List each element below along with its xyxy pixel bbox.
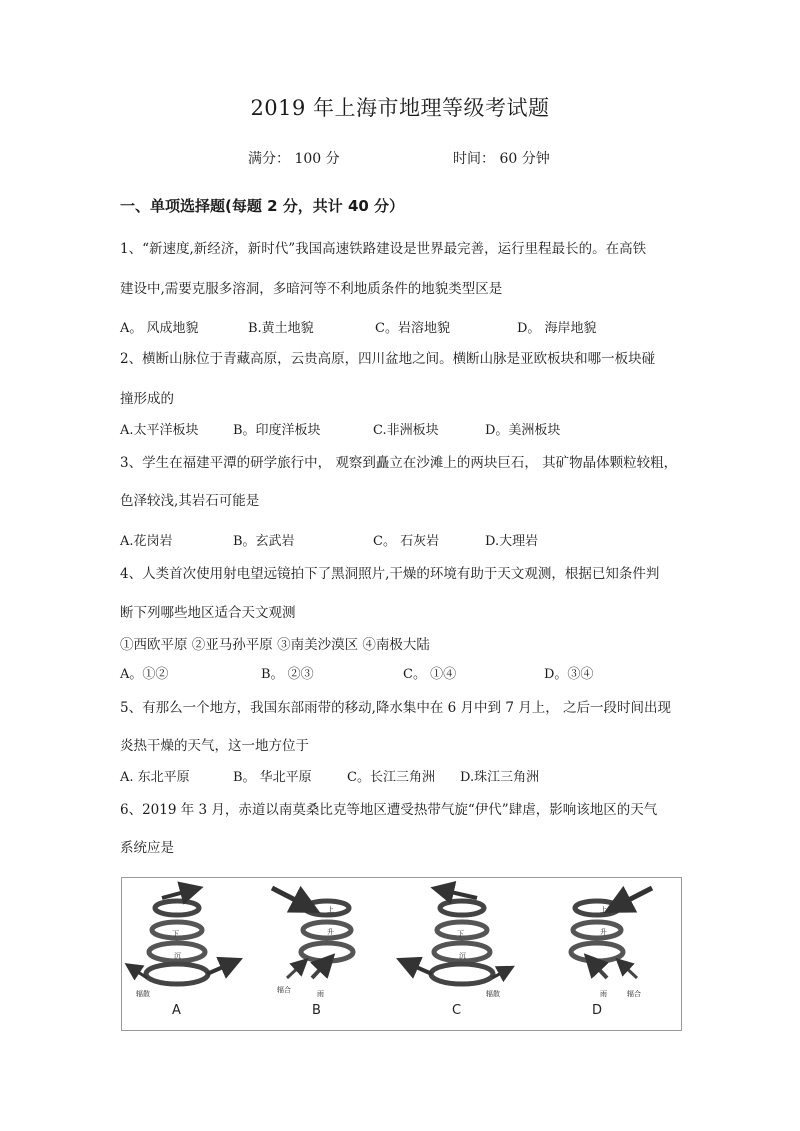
- q1-option-a: A。 风成地貌: [120, 321, 199, 336]
- q3-stem-line1: 3、学生在福建平潭的研学旅行中， 观察到矗立在沙滩上的两块巨石， 其矿物晶体颗粒较粗，: [120, 455, 678, 471]
- panel-c-low-label: 沉: [459, 952, 466, 960]
- q5-stem-line1: 5、有那么一个地方，我国东部雨带的移动,降水集中在 6 月中到 7 月上， 之后一段时间出现: [120, 700, 672, 716]
- exam-title: 2019 年上海市地理等级考试题: [250, 96, 550, 120]
- q3-stem-line2: 色泽较浅,其岩石可能是: [120, 493, 260, 509]
- q4-option-d: D。③④: [544, 667, 594, 682]
- q4-stem-line1: 4、人类首次使用射电望远镜拍下了黑洞照片,干燥的环境有助于天文观测，根据已知条件判: [120, 566, 660, 582]
- panel-d-mid-label: 升: [600, 928, 607, 936]
- q6-stem-line1: 6、2019 年 3 月，赤道以南莫桑比克等地区遭受热带气旋“伊代”肆虐，影响该地区的天气: [120, 802, 658, 818]
- panel-a-spiral: [132, 890, 232, 998]
- section-heading: 一、单项选择题(每题 2 分，共计 40 分）: [120, 197, 405, 215]
- q4-option-c: C。 ①④: [403, 667, 457, 682]
- q4-stem-line2: 断下列哪些地区适合天文观测: [120, 605, 296, 621]
- q1-option-b: B.黄土地貌: [248, 321, 314, 336]
- q3-option-a: A.花岗岩: [120, 534, 173, 549]
- panel-c-letter: C: [452, 1003, 462, 1018]
- panel-c-foot-label: 辐散: [486, 990, 500, 998]
- q2-option-b: B。印度洋板块: [233, 423, 321, 438]
- q5-option-c: C。长江三角洲: [347, 770, 435, 785]
- q4-option-b: B。 ②③: [261, 667, 314, 682]
- q5-stem-line2: 炎热干燥的天气，这一地方位于: [120, 738, 309, 754]
- panel-b-foot-right-label: 雨: [317, 990, 324, 998]
- panel-a-low-label: 沉: [174, 952, 181, 960]
- panel-d-foot-left-label: 雨: [600, 990, 607, 998]
- q1-stem-line2: 建设中,需要克服多溶洞，多暗河等不利地质条件的地貌类型区是: [120, 281, 503, 297]
- panel-b-foot-left-label: 辐合: [277, 986, 291, 994]
- panel-d-top-label: 上: [600, 906, 607, 914]
- panel-b-mid-label: 升: [327, 928, 334, 936]
- q2-stem-line1: 2、横断山脉位于青藏高原，云贵高原，四川盆地之间。横断山脉是亚欧板块和哪一板块碰: [120, 351, 656, 367]
- q4-choices: ①西欧平原 ②亚马孙平原 ③南美沙漠区 ④南极大陆: [120, 637, 430, 653]
- q5-option-a: A. 东北平原: [120, 770, 190, 785]
- q5-option-b: B。 华北平原: [233, 770, 312, 785]
- panel-b-spiral: [272, 888, 353, 998]
- q2-option-c: C.非洲板块: [373, 423, 439, 438]
- q1-option-d: D。 海岸地貌: [517, 321, 597, 336]
- panel-d-letter: D: [592, 1003, 603, 1018]
- weather-system-figure: [121, 877, 682, 1031]
- q2-option-a: A.太平洋板块: [120, 423, 199, 438]
- q2-stem-line2: 撞形成的: [120, 391, 174, 407]
- q3-option-d: D.大理岩: [485, 534, 539, 549]
- q5-option-d: D.珠江三角洲: [460, 770, 540, 785]
- panel-b-letter: B: [312, 1003, 321, 1018]
- q1-option-c: C。岩溶地貌: [375, 321, 450, 336]
- panel-a-foot-label: 辐散: [136, 990, 150, 998]
- q2-option-d: D。美洲板块: [485, 423, 561, 438]
- panel-a-letter: A: [172, 1003, 181, 1018]
- q6-stem-line2: 系统应是: [120, 840, 174, 856]
- full-score: 满分： 100 分: [248, 151, 340, 167]
- panel-d-spiral: [571, 888, 652, 998]
- q4-option-a: A。①②: [120, 667, 169, 682]
- panel-d-foot-right-label: 辐合: [627, 990, 641, 998]
- q3-option-c: C。 石灰岩: [373, 534, 440, 549]
- panel-a-mid-label: 下: [172, 930, 179, 938]
- time-limit: 时间： 60 分钟: [453, 151, 550, 167]
- panel-c-mid-label: 下: [457, 930, 464, 938]
- panel-b-top-label: 上: [327, 906, 334, 914]
- panel-c-spiral: [407, 890, 507, 998]
- q3-option-b: B。玄武岩: [233, 534, 295, 549]
- q1-stem-line1: 1、“新速度,新经济，新时代”我国高速铁路建设是世界最完善，运行里程最长的。在高铁: [120, 241, 647, 257]
